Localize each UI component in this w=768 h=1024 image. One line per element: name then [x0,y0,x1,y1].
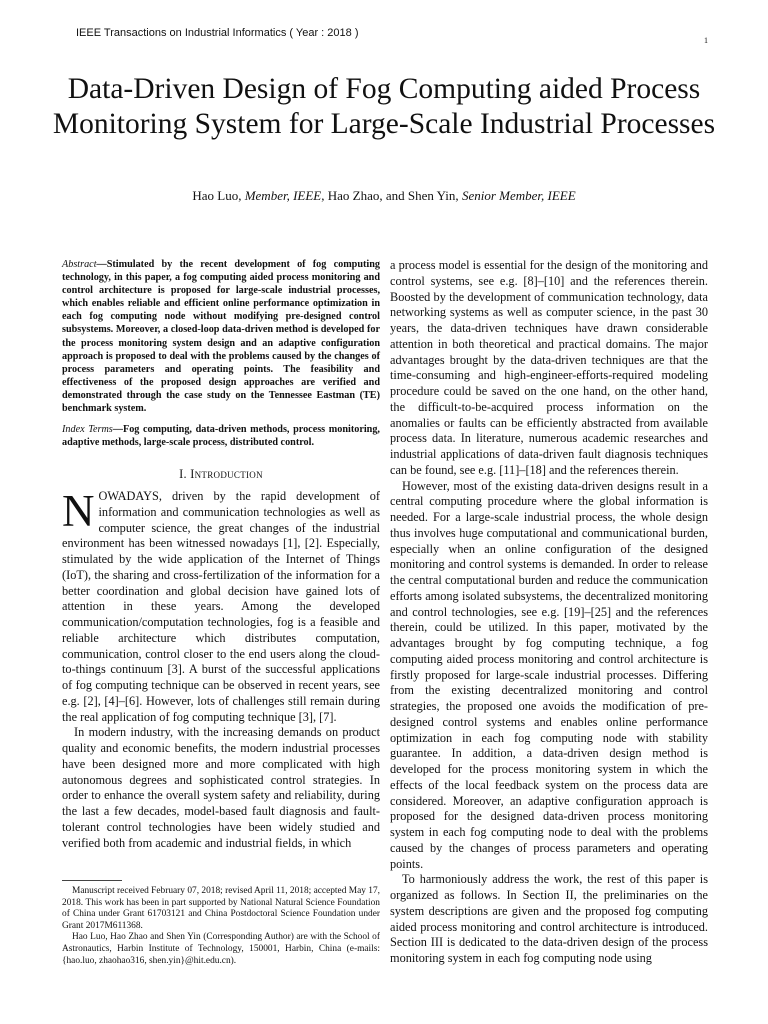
right-paragraph-3: To harmoniously address the work, the rest of this paper is organized as follows. In Section II, the preliminaries on the system descriptions are given and the proposed fog computing aided process monitoring and control architecture is introduced. Section III is dedicated to the data-driven design of the process monitoring system in each fog computing node using [390,872,708,965]
footnote-manuscript: Manuscript received February 07, 2018; revised April 11, 2018; accepted May 17, 2018. This work has been in part supported by National Natural Science Foundation of China under Grant 61703121 and China Postdoctoral Science Foundation under Grant 2017M611368. [62,886,380,931]
right-paragraph-2: However, most of the existing data-driven designs result in a central computing procedure where the global information is needed. For a large-scale industrial process, the whole design thus involves huge computational and communicational burden, especially when an online configuration of the designed monitoring and control systems is demanded. In order to release the central computational burden and reduce the communication efforts among isolated subsystems, the decentralized monitoring and control technologies, see e.g. [19]–[25] and the references therein, could be utilized. In this paper, motivated by the advantages brought by fog computing technique, a fog computing aided process monitoring and control architecture is firstly proposed for large-scale industrial processes. Differing from the existing decentralized monitoring and control strategies, the proposed one avoids the modification of pre-designed control systems and enables online performance optimization in each fog computing node with stability guarantee. In addition, a data-driven design method is developed for the process monitoring system in which the effects of the local feedback system on the process data are considered. Moreover, an adaptive configuration approach is proposed for the designed data-driven process monitoring system in each fog computing node to deal with the problems caused by the changes of process parameters and operating points. [390,478,708,871]
footnote [62,886,380,967]
index-terms-label: Index Terms [62,424,113,436]
intro-paragraph-1 [62,486,380,725]
section-title: Introduction [190,467,263,482]
footnote-affiliation: Hao Luo, Hao Zhao and Shen Yin (Corresponding Author) are with the School of Astronautics, Harbin Institute of Technology, 150001, Harbin, China (e-mails: {hao.luo, zhaohao316, shen.yin}@hit.edu.cn). [62,932,380,966]
abstract [62,258,380,415]
author-2-3: , Hao Zhao, and Shen Yin, [321,188,462,203]
author-1-role: Member, IEEE [244,188,322,203]
author-3-role: Senior Member, IEEE [461,188,576,203]
footnote-rule [62,880,122,881]
right-column [390,258,708,967]
abstract-text: —Stimulated by the recent development of fog computing technology, in this paper, a fog computing aided process monitoring and control architecture is proposed for large-scale industrial processes, which enables reliable and efficient online performance optimization in each fog computing node without modifying pre-designed control subsystems. Moreover, a closed-loop data-driven method is developed for the process monitoring system design and an adaptive configuration approach is proposed to deal with the problems caused by the changes of process parameters and operating points. The feasibility and effectiveness of the proposed design approaches are verified and demonstrated through the case study on the Tennessee Eastman (TE) benchmark system. [62,259,380,415]
left-column [62,258,380,851]
section-heading-introduction [62,467,380,483]
drop-cap: N [62,486,95,537]
author-line [40,188,728,204]
right-paragraph-1: a process model is essential for the design of the monitoring and control systems, see e.g. [8]–[10] and the references therein. Boosted by the development of communication technology, data networking systems as well as computer science, in the past 30 years, the data-driven techniques have drawn considerable attention in both theoretical and practical domains. The major advantages brought by the data-driven techniques are that the time-consuming and high-engineer-efforts-required modeling procedure could be saved on the one hand, on the other hand, the difficult-to-be-acquired process information on the anomalies or faults can be efficiently abstracted from available process data. In literature, numerous academic researches and industrial applications of data-driven fault diagnosis techniques can be found, see e.g. [11]–[18] and the references therein. [390,258,708,477]
index-terms [62,423,380,449]
intro-paragraph-2: In modern industry, with the increasing demands on product quality and economic benefits, the modern industrial processes have been designed more and more complicated with high autonomous degrees and sophisticated control strategies. In order to enhance the overall system safety and reliability, during the last a few decades, model-based fault diagnosis and fault-tolerant control technologies have been widely studied and verified both from academic and industrial fields, in which [62,725,380,850]
abstract-label: Abstract [62,259,97,270]
author-1: Hao Luo, [192,188,245,203]
page-number: 1 [704,36,708,45]
section-number: I. [179,467,191,482]
paper-title: Data-Driven Design of Fog Computing aided Process Monitoring System for Large-Scale Industrial Processes [52,73,716,140]
running-header: IEEE Transactions on Industrial Informatics ( Year : 2018 ) [76,27,359,39]
intro-paragraph-1-text: OWADAYS, driven by the rapid development of information and communication technologies as well as computer science, the great changes of the industrial environment has been witnessed nowadays [1], [2]. Especially, stimulated by the wide application of the Internet of Things (IoT), the sharing and cross-fertilization of the information for a better coordination and global decision have gained lots of attention in these years. Among the developed communication/computation technologies, fog is a feasible and reliable architecture which distributes computation, communication, control closer to the end users along the cloud-to-things continuum [3]. A burst of the successful applications of fog computing technique can be observed in recent years, see e.g. [2], [4]–[6]. However, lots of challenges still remain during the real application of fog computing technique [3], [7]. [62,489,380,724]
index-terms-text: —Fog computing, data-driven methods, process monitoring, adaptive methods, large-scale process, distributed control. [62,424,380,449]
